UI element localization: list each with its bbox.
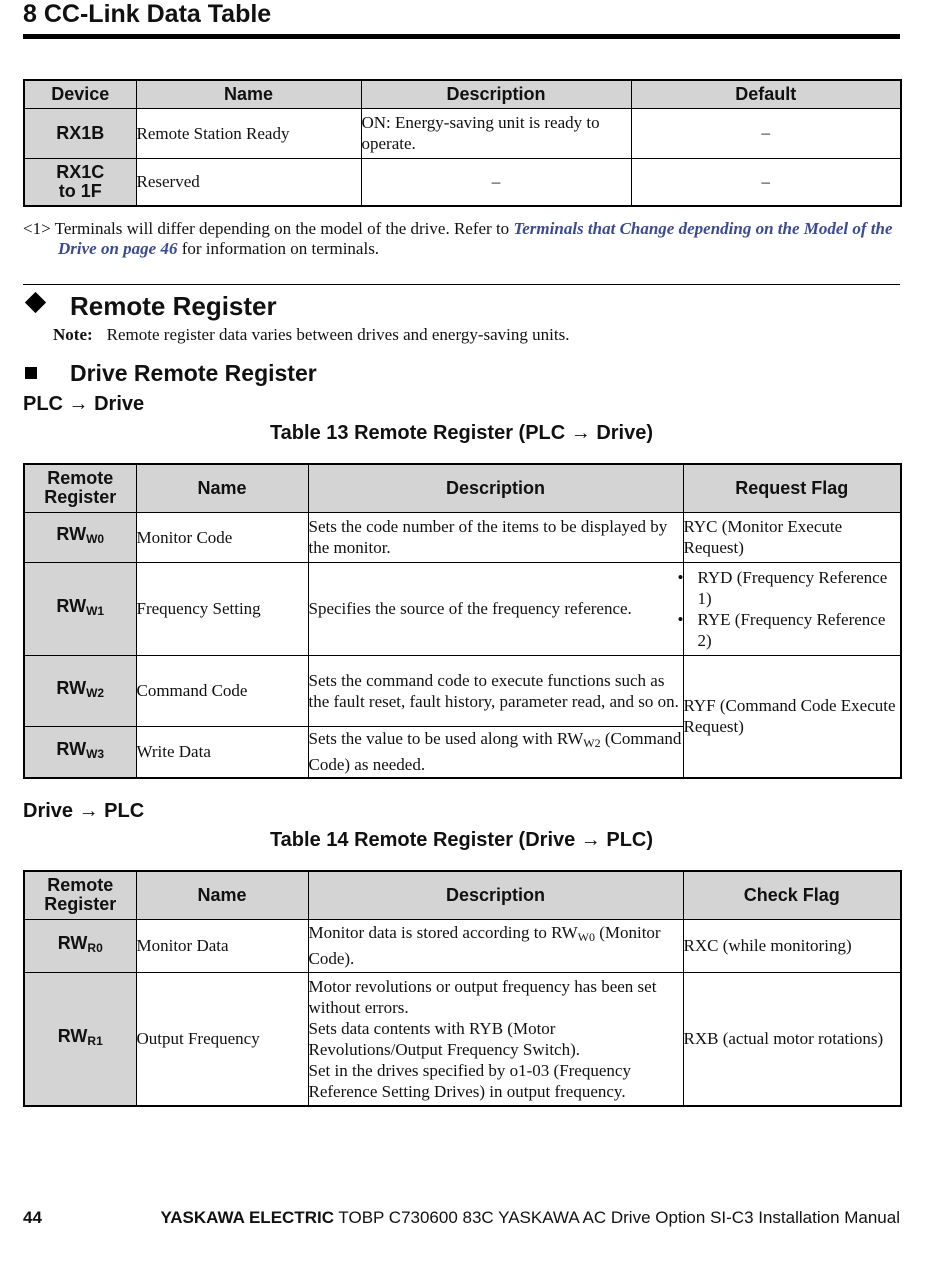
footnote [23, 219, 893, 259]
header-line-1: Remote [47, 875, 114, 896]
device-line-1: RX1C [56, 161, 105, 182]
register-cell [24, 655, 136, 726]
col-header-name: Name [136, 80, 361, 108]
table-14 [23, 870, 902, 1107]
table-13 [23, 463, 902, 779]
register-cell [24, 562, 136, 655]
footnote-marker: <1> [23, 219, 51, 238]
section-rule [23, 284, 900, 285]
col-header-default: Default [631, 80, 901, 108]
description-line: Motor revolutions or output frequency has been set without errors. [308, 976, 657, 1017]
name-cell: Monitor Data [136, 919, 308, 972]
description-subscript: W2 [583, 736, 601, 751]
name-cell: Command Code [136, 655, 308, 726]
subsection-title: Drive Remote Register [70, 360, 317, 386]
register-cell [24, 726, 136, 778]
col-header-description: Description [308, 871, 683, 919]
register-name: RW [56, 738, 87, 759]
register-name: RW [56, 595, 87, 616]
description-cell: Sets the command code to execute functions such as the fault reset, fault history, parameter read, and so on. [308, 655, 683, 726]
name-cell: Frequency Setting [136, 562, 308, 655]
table-14-caption: Table 14 Remote Register (Drive → PLC) [269, 829, 654, 851]
name-cell: Output Frequency [136, 972, 308, 1106]
description-part: (Monitor Code). [308, 923, 661, 968]
plc-to-drive-heading: PLC → Drive [23, 393, 145, 415]
header-line-1: Remote [47, 468, 114, 489]
description-cell: Specifies the source of the frequency reference. [308, 562, 683, 655]
register-name: RW [57, 1025, 88, 1046]
name-cell: Write Data [136, 726, 308, 778]
description-cell: – [361, 158, 631, 206]
footer-doc-title: TOBP C730600 83C YASKAWA AC Drive Option SI-C3 Installation Manual [333, 1208, 900, 1227]
col-header-check-flag: Check Flag [683, 871, 901, 919]
register-subscript: R1 [87, 1033, 103, 1048]
description-line: Sets data contents with RYB (Motor Revolutions/Output Frequency Switch). [308, 1018, 581, 1059]
table-row [24, 655, 901, 726]
register-subscript: W1 [86, 603, 105, 618]
default-cell: – [631, 108, 901, 158]
device-cell [24, 158, 136, 206]
footer-document-info [160, 1208, 900, 1228]
description-cell [308, 726, 683, 778]
device-table [23, 79, 902, 207]
header-line-2: Register [44, 487, 117, 508]
register-subscript: R0 [87, 940, 103, 955]
flag-cell [683, 562, 901, 655]
description-part: Monitor data is stored according to RW [308, 923, 578, 942]
register-subscript: W0 [86, 532, 105, 546]
register-name: RW [57, 932, 88, 953]
col-header-request-flag: Request Flag [683, 464, 901, 512]
device-cell: RX1B [24, 108, 136, 158]
list-item: • RYE (Frequency Reference 2) [684, 609, 901, 651]
name-cell: Monitor Code [136, 512, 308, 562]
footnote-text-before: Terminals will differ depending on the model of the drive. Refer to [54, 219, 514, 238]
default-cell: – [631, 158, 901, 206]
register-name: RW [56, 524, 87, 544]
list-item: • RYD (Frequency Reference 1) [684, 567, 901, 609]
register-cell [24, 972, 136, 1106]
flag-cell: RXC (while monitoring) [683, 919, 901, 972]
note-text: Remote register data varies between drives and energy-saving units. [106, 325, 570, 344]
table-13-caption: Table 13 Remote Register (PLC → Drive) [269, 422, 654, 444]
description-part: Sets the value to be used along with RW [308, 729, 584, 749]
col-header-device: Device [24, 80, 136, 108]
footer-brand: YASKAWA ELECTRIC [160, 1208, 334, 1227]
page-number: 44 [23, 1208, 42, 1227]
register-name: RW [56, 677, 87, 698]
chapter-title [23, 0, 271, 29]
name-cell: Remote Station Ready [136, 108, 361, 158]
footnote-link[interactable]: Terminals that Change depending on the Model of the Drive on page 46 [58, 219, 893, 258]
register-subscript: W3 [86, 746, 105, 761]
note-label: Note: [53, 325, 93, 344]
flag-cell: RXB (actual motor rotations) [683, 972, 901, 1106]
square-bullet-icon [25, 367, 37, 379]
col-header-remote-register [24, 871, 136, 919]
section-title: Remote Register [70, 291, 277, 321]
note [53, 325, 569, 345]
flag-cell: RYF (Command Code Execute Request) [683, 655, 901, 778]
register-cell [24, 512, 136, 562]
description-part: (Command Code) as needed. [308, 729, 682, 775]
description-cell: ON: Energy-saving unit is ready to operate. [361, 108, 631, 158]
table-row [24, 512, 901, 562]
register-cell [24, 919, 136, 972]
chapter-rule [23, 34, 900, 39]
description-cell [308, 972, 683, 1106]
description-subscript: W0 [577, 930, 595, 944]
drive-to-plc-heading: Drive → PLC [23, 800, 145, 822]
table-row [24, 972, 901, 1106]
table-row [24, 108, 901, 158]
chapter-title-text: CC-Link Data Table [43, 0, 272, 28]
col-header-description: Description [361, 80, 631, 108]
device-line-2: to 1F [58, 180, 102, 201]
table-row [24, 158, 901, 206]
chapter-number: 8 [23, 0, 37, 28]
flag-list [684, 567, 901, 651]
name-cell: Reserved [136, 158, 361, 206]
description-cell: Sets the code number of the items to be displayed by the monitor. [308, 512, 683, 562]
flag-cell: RYC (Monitor Execute Request) [683, 512, 901, 562]
col-header-name: Name [136, 464, 308, 512]
table-row [24, 562, 901, 655]
footnote-text-after: for information on terminals. [177, 239, 380, 258]
col-header-remote-register [24, 464, 136, 512]
diamond-bullet-icon [25, 292, 46, 313]
col-header-description: Description [308, 464, 683, 512]
description-cell [308, 919, 683, 972]
register-subscript: W2 [86, 685, 105, 700]
header-line-2: Register [44, 894, 117, 915]
description-line: Set in the drives specified by o1-03 (Frequency Reference Setting Drives) in output frequency. [308, 1060, 631, 1101]
table-row [24, 919, 901, 972]
col-header-name: Name [136, 871, 308, 919]
